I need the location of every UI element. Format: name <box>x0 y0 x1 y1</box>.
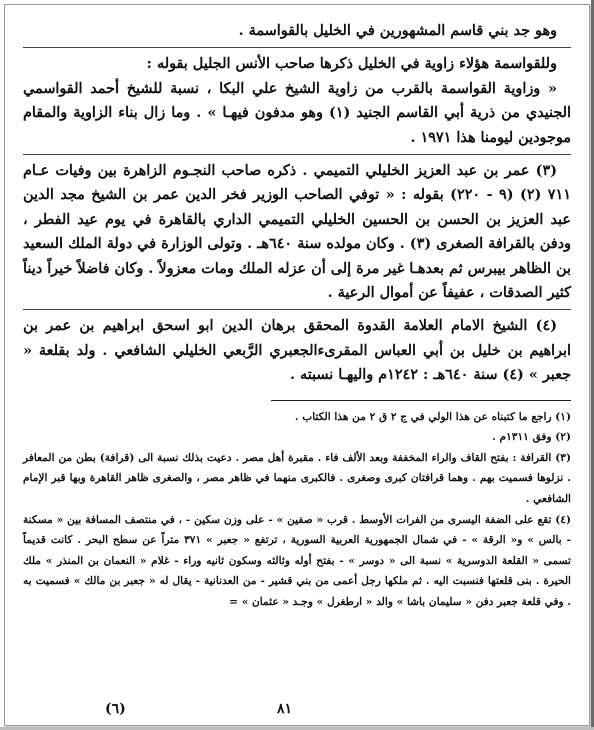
document-page <box>4 4 590 726</box>
divider-rule <box>23 154 571 155</box>
paragraph-1: وهو جد بني قاسم المشهورين في الخليل بالقواسمة . <box>238 22 557 39</box>
paragraph-5: (٤) الشيخ الامام العلامة القدوة المحقق برهان الدين ابو اسحق ابراهيم بن عمر بن ابراهيم بن خليل بن أبي العباس المقرىءالجعبري الرَّبعي الخليلي الشافعي . ولد بقلعة « جعبر » (٤) سنة ٦٤٠هـ : ١٢٤٢م واليهـا نسبته . <box>23 317 571 384</box>
footnote-separator <box>271 400 571 401</box>
paragraph-3: « وزاوية القواسمة بالقرب من زاوية الشيخ علي البكا ، نسبة للشيخ أحمد القواسمي الجنيدي من ذرية أبي القاسم الجنيد (١) وهو مدفون فيهـا » . وما زال بناء الزاوية والمقام موجودين ليومنا هذا ١٩٧١ . <box>23 79 571 146</box>
paragraph-2: وللقواسمة هؤلاء زاوية في الخليل ذكرها صاحب الأنس الجليل بقوله : <box>146 55 557 73</box>
page-number: ٨١ <box>277 701 293 717</box>
page-footer <box>5 701 589 721</box>
footnotes <box>23 407 571 613</box>
signature-mark: (٦) <box>105 701 126 717</box>
divider-rule <box>23 47 571 48</box>
main-text <box>23 19 571 388</box>
paragraph-4: (٣) عمر بن عبد العزيز الخليلي التميمي . ذكره صاحب النجـوم الزاهرة بين وفيات عـام ٧١١ (٢) (٩ - ٢٢٠) بقوله : « توفي الصاحب الوزير فخر الدين عمر بن الشيخ مجد الدين عبد العزيز بن الحسن بن الحسين الخليلي التميمي الداري بالقاهرة في يوم عيد الفطر ، ودفن بالقرافة الصغرى (٣) . وكان مولده سنة ٦٤٠هـ . وتولى الوزارة في دولة الملك السعيد بن الظاهر بيبرس ثم بعدهـا غير مرة إلى أن عزله الملك ومات معزولاً . وكان فاضلاً خيراً ديناً كثير الصدقات ، عفيفاً عن أموال الرعية . <box>23 162 571 302</box>
footnote-2: (٢) وفق ١٣١١م . <box>492 431 571 444</box>
footnote-1: (١) راجع ما كتبناه عن هذا الولي في ج ٢ ق ٢ من هذا الكتاب . <box>294 410 571 423</box>
footnote-4: (٤) تقع على الضفة اليسرى من الفرات الأوسط . قرب « صفين » - على وزن سكين - ، في منتصف المسافة بين « مسكنة - بالس » و« الرقة » - في شمال الجمهورية العربية السورية ، ترتفع « جعبر » ٣٧١ متراً عن سطح البحر . كانت قديماً تسمى « القلعة الدوسرية » نسبة الى « دوسر » - بفتح أوله وثالثه وسكون ثانيه وراء - غلام « النعمان بن المنذر » ملك الحيرة . بنى قلعتها فنسبت اليه . ثم ملكها رجل أعمى من بني قشير - من العدنانية - يقال له « جعبر بن مالك » فسميت به . وفي قلعة جعبر دفن « سليمان باشا » والد « ارطغرل » وجـد « عثمان » = <box>23 513 571 609</box>
page-content <box>23 19 571 613</box>
divider-rule <box>23 309 571 310</box>
footnote-3: (٣) القرافة : بفتح القاف والراء المخففة وبعد الألف فاء . مقبرة أهل مصر . دعيت بذلك نسبة الى (قرافة) بطن من المعافر . نزلوها فسميت بهم . وهما قرافتان كبرى وصغرى . فالكبرى منهما في ظاهر مصر ، والصغرى ظاهر القاهرة وبها قبر الإمام الشافعي . <box>23 451 571 506</box>
